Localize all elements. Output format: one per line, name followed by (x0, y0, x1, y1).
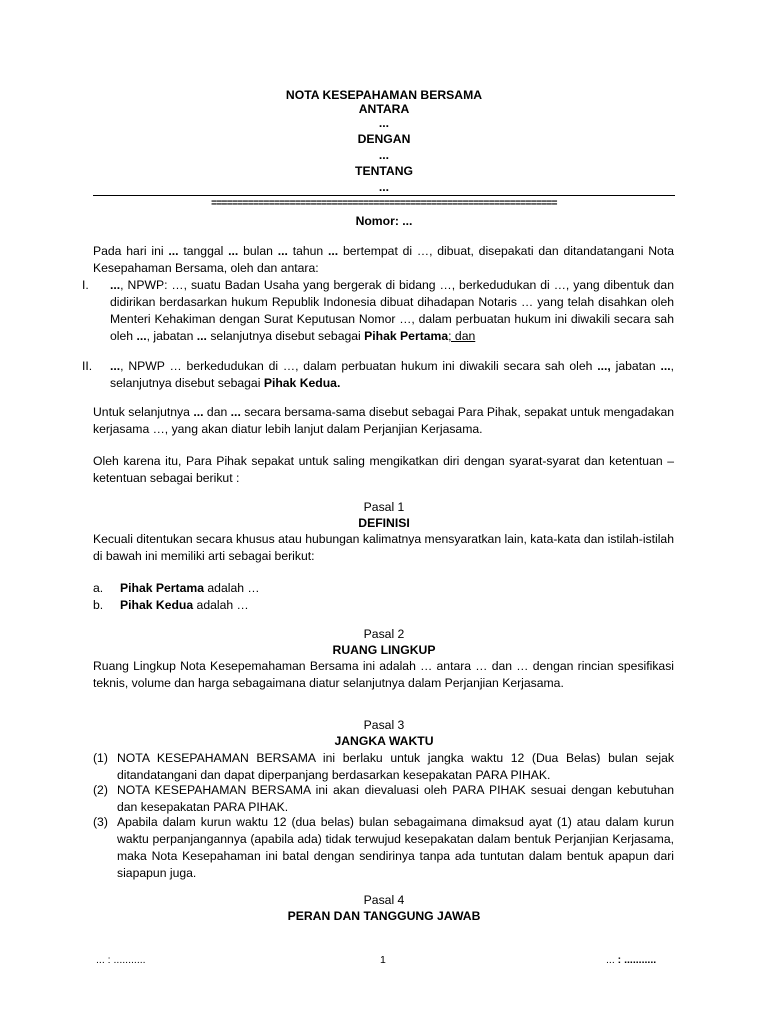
page-number: 1 (380, 954, 386, 966)
pasal-4-title: PERAN DAN TANGGUNG JAWAB (287, 909, 481, 923)
party-1-text: ..., NPWP: …, suatu Badan Usaha yang bergerak di bidang …, berkedudukan di …, yang dibentuk dan didirikan berdasarkan hukum Republik Indonesia dibuat dihadapan Notaris … yang telah disahkan oleh Menteri Kehakiman dengan Surat Keputusan Nomor …, dalam perbuatan hukum ini diwakili secara sah oleh ..., jabatan ... selanjutnya disebut sebagai Pihak Pertama; dan (110, 278, 674, 343)
party-2-number: II. (82, 359, 93, 373)
pasal-4-number: Pasal 4 (363, 893, 405, 907)
party-1-number: I. (82, 278, 89, 292)
document-title: NOTA KESEPAHAMAN BERSAMA (285, 88, 483, 102)
header-rule (93, 195, 675, 196)
tentang-label: TENTANG (355, 164, 413, 178)
definition-a-label: a. (93, 581, 104, 595)
pasal-3-number: Pasal 3 (363, 718, 405, 732)
party-a-placeholder: ... (378, 116, 390, 130)
pasal-1-text: Kecuali ditentukan secara khusus atau hubungan kalimatnya mensyaratkan lain, kata-kata dan istilah-istilah di bawah ini memiliki arti sebagai berikut: (93, 532, 674, 563)
pasal-2-title: RUANG LINGKUP (332, 643, 436, 657)
nomor-line: Nomor: ... (355, 214, 413, 228)
party-2-text: ..., NPWP … berkedudukan di …, dalam perbuatan hukum ini diwakili secara sah oleh ..., jabatan ..., selanjutnya disebut sebagai Pihak Kedua. (110, 359, 674, 390)
pasal-2-text: Ruang Lingkup Nota Kesepemahaman Bersama ini adalah … antara … dan … dengan rincian spesifikasi teknis, volume dan harga sebagaimana diatur selanjutnya dalam Perjanjian Kerjasama. (93, 659, 674, 690)
definition-b-label: b. (93, 598, 104, 612)
definition-b-text: Pihak Kedua adalah … (120, 598, 249, 612)
subject-placeholder: ... (378, 180, 390, 194)
intro-paragraph: Pada hari ini ... tanggal ... bulan ... tahun ... bertempat di …, dibuat, disepakati dan ditandatangani Nota Kesepahaman Bersama, oleh dan antara: (93, 244, 674, 275)
footer-right-initials: ... : ........... (606, 954, 657, 966)
definition-a-text: Pihak Pertama adalah … (120, 581, 260, 595)
clause-3-label: (3) (93, 815, 108, 829)
dengan-label: DENGAN (357, 132, 411, 146)
party-b-placeholder: ... (378, 148, 390, 162)
pasal-3-title: JANGKA WAKTU (334, 734, 434, 748)
clause-3-text: Apabila dalam kurun waktu 12 (dua belas) bulan sebagaimana dimaksud ayat (1) atau dalam kurun waktu perpanjangannya (apabila ada) tidak terwujud kesepakatan dalam bentuk Perjanjian Kerjasama, maka Nota Kesepahaman ini batal dengan sendirinya tanpa ada tuntutan dalam bentuk apapun dari siapapun juga. (117, 815, 674, 880)
clause-1-label: (1) (93, 751, 108, 765)
pasal-2-number: Pasal 2 (363, 627, 405, 641)
equals-divider: ================================================================== (211, 198, 557, 209)
para-pihak-paragraph: Untuk selanjutnya ... dan ... secara bersama-sama disebut sebagai Para Pihak, sepakat untuk mengadakan kerjasama …, yang akan diatur lebih lanjut dalam Perjanjian Kerjasama. (93, 405, 674, 436)
oleh-karena-paragraph: Oleh karena itu, Para Pihak sepakat untuk saling mengikatkan diri dengan syarat-syarat dan ketentuan – ketentuan sebagai berikut : (93, 454, 674, 485)
pasal-1-number: Pasal 1 (363, 500, 405, 514)
antara-label: ANTARA (358, 102, 410, 116)
clause-1-text: NOTA KESEPAHAMAN BERSAMA ini berlaku untuk jangka waktu 12 (Dua Belas) bulan sejak ditandatangani dan dapat diperpanjang berdasarkan kesepakatan PARA PIHAK. (117, 751, 674, 782)
pasal-1-title: DEFINISI (358, 516, 410, 530)
clause-2-label: (2) (93, 783, 108, 797)
clause-2-text: NOTA KESEPAHAMAN BERSAMA ini akan dievaluasi oleh PARA PIHAK sesuai dengan kebutuhan dan kesepakatan PARA PIHAK. (117, 783, 674, 814)
footer-left-initials: ... : ........... (96, 954, 146, 966)
